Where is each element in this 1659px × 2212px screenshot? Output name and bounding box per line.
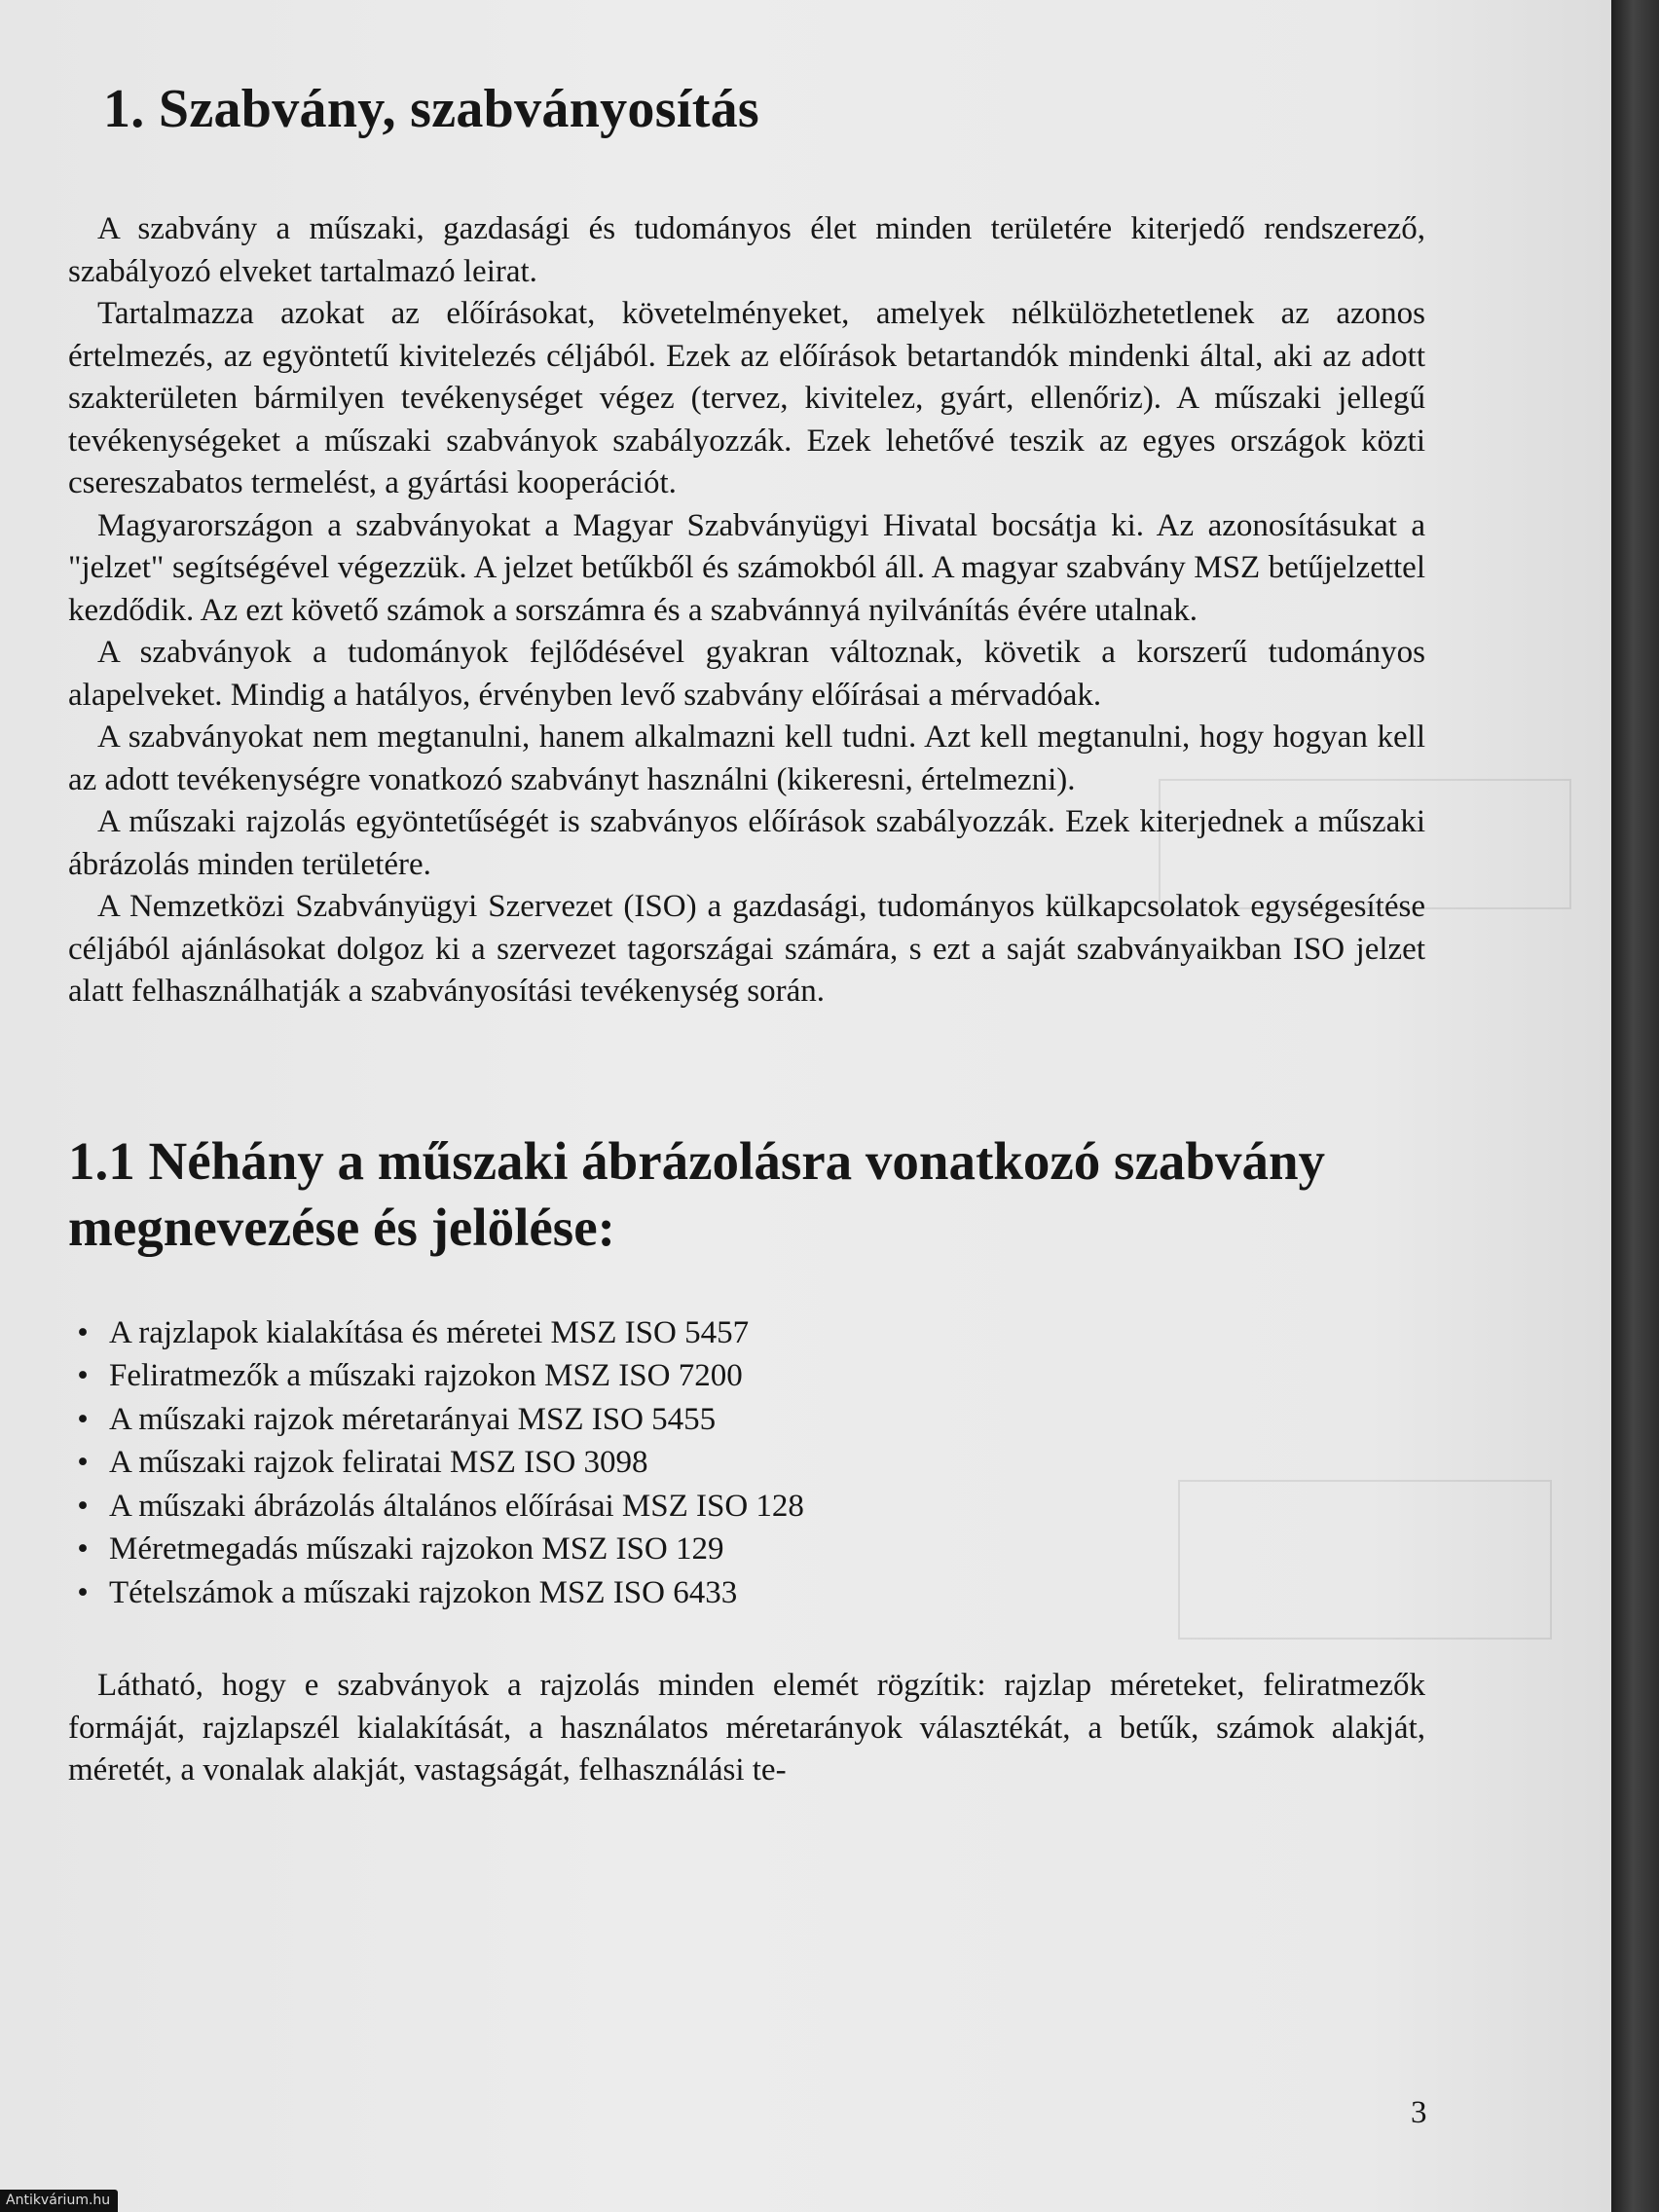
list-item-text: A műszaki ábrázolás általános előírásai MSZ ISO 128 [109,1488,804,1524]
list-item [68,1311,1431,1355]
list-item-text: Méretmegadás műszaki rajzokon MSZ ISO 129 [109,1531,724,1567]
list-item [68,1485,1431,1529]
list-item-text: A műszaki rajzok feliratai MSZ ISO 3098 [109,1445,648,1480]
list-item [68,1441,1431,1485]
watermark: Antikvárium.hu [0,2190,118,2212]
bullet-icon: • [77,1314,89,1350]
paragraph: A szabványok a tudományok fejlődésével gyakran változnak, követik a korszerű tudományos alapelveket. Mindig a hatályos, érvényben levő szabvány előírásai a mérvadóak. [68,635,1425,713]
list-item-text: Tételszámok a műszaki rajzokon MSZ ISO 6433 [109,1574,738,1610]
list-item [68,1354,1431,1398]
list-item [68,1398,1431,1442]
bullet-icon: • [77,1445,89,1480]
body-text [68,208,1431,1014]
paragraph: Magyarországon a szabványokat a Magyar Szabványügyi Hivatal bocsátja ki. Az azonosításukat a "jelzet" segítségével végezzük. A jelzet betűkből és számokból áll. A magyar szabvány MSZ betűjelzettel kezdődik. Az ezt követő számok a sorszámra és a szabvánnyá nyilvánítás évére utalnak. [68,507,1425,628]
chapter-heading: 1. Szabvány, szabványosítás [103,79,760,139]
bullet-icon: • [77,1488,89,1524]
list-item [68,1571,1431,1615]
list-item-text: A műszaki rajzok méretarányai MSZ ISO 5455 [109,1401,717,1437]
paragraph: A szabvány a műszaki, gazdasági és tudományos élet minden területére kiterjedő rendszerező, szabályozó elveket tartalmazó leirat. [68,211,1425,289]
list-item-text: Feliratmezők a műszaki rajzokon MSZ ISO 7200 [109,1358,743,1393]
bullet-icon: • [77,1401,89,1437]
list-item-text: A rajzlapok kialakítása és méretei MSZ ISO 5457 [109,1314,750,1350]
paragraph: A szabványokat nem megtanulni, hanem alkalmazni kell tudni. Azt kell megtanulni, hogy hogyan kell az adott tevékenységre vonatkozó szabványt használni (kikeresni, értelmezni). [68,719,1425,797]
paragraph: Tartalmazza azokat az előírásokat, követelményeket, amelyek nélkülözhetetlenek az azonos értelmezés, az egyöntetű kivitelezés céljából. Ezek az előírások betartandók mindenki által, aki az adott szakterületen bármilyen tevékenységet végez (tervez, kivitelez, gyárt, ellenőriz). A műszaki jellegű tevékenységeket a műszaki szabványok szabályozzák. Ezek lehetővé teszik az egyes országok közti csereszabatos termelést, a gyártási kooperációt. [68,296,1425,500]
section-heading: 1.1 Néhány a műszaki ábrázolásra vonatkozó szabvány megnevezése és jelölése: [68,1130,1326,1257]
bullet-icon: • [77,1531,89,1567]
page-content [68,68,1431,1792]
bullet-icon: • [77,1358,89,1393]
page-number: 3 [1411,2095,1427,2130]
standards-list [68,1311,1431,1615]
list-item [68,1528,1431,1571]
paragraph: A Nemzetközi Szabványügyi Szervezet (ISO) a gazdasági, tudományos külkapcsolatok egységesítése céljából ajánlásokat dolgoz ki a szervezet tagországai számára, s ezt a saját szabványaikban ISO jelzet alatt felhasználhatják a szabványosítási tevékenység során. [68,889,1425,1009]
paragraph: A műszaki rajzolás egyöntetűségét is szabványos előírások szabályozzák. Ezek kiterjednek a műszaki ábrázolás minden területére. [68,804,1425,882]
bullet-icon: • [77,1574,89,1610]
conclusion-paragraph: Látható, hogy e szabványok a rajzolás minden elemét rögzítik: rajzlap méreteket, feliratmezők formáját, rajzlapszél kialakítását, a használatos méretarányok választékát, a betűk, számok alakját, méretét, a vonalak alakját, vastagságát, felhasználási te- [68,1668,1425,1788]
book-gutter-shadow [1611,0,1659,2212]
